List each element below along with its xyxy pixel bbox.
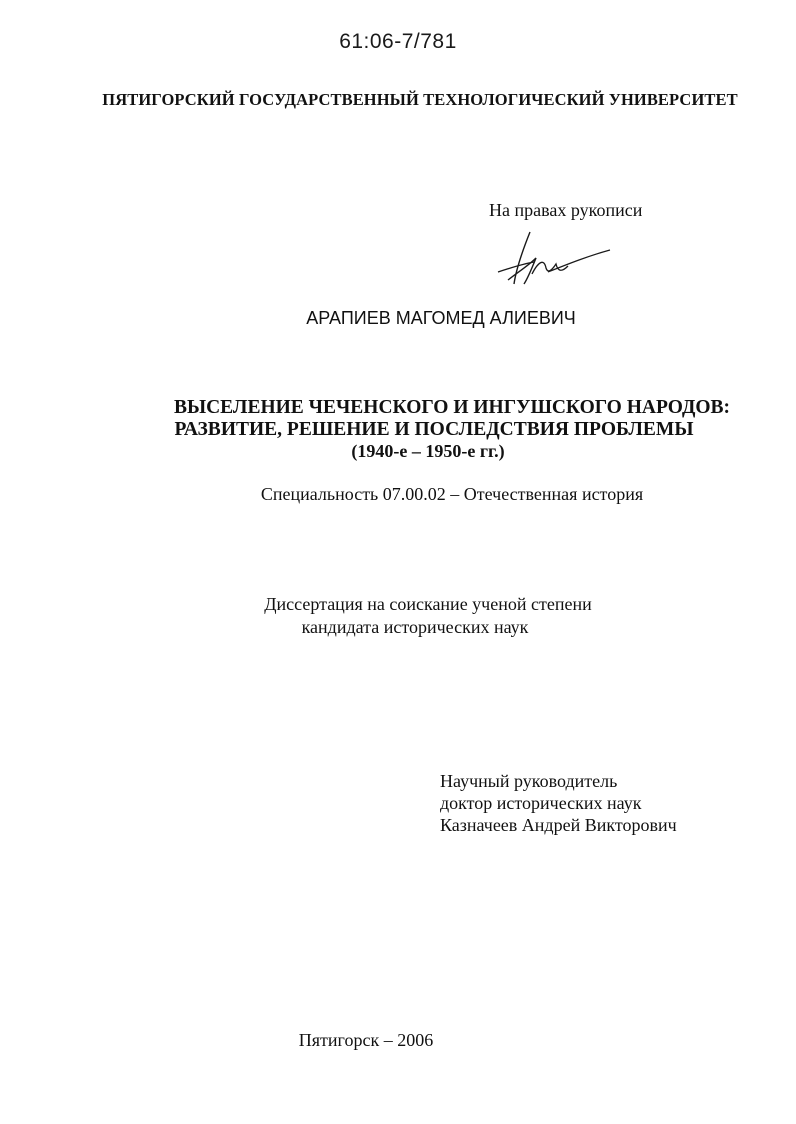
- degree-line-1: Диссертация на соискание ученой степени: [264, 594, 592, 614]
- university-name: ПЯТИГОРСКИЙ ГОСУДАРСТВЕННЫЙ ТЕХНОЛОГИЧЕСКИЙ УНИВЕРСИТЕТ: [102, 90, 738, 109]
- catalog-number: 61:06-7/781: [339, 30, 457, 53]
- rights-note: На правах рукописи: [489, 200, 643, 220]
- dissertation-title-line-2: РАЗВИТИЕ, РЕШЕНИЕ И ПОСЛЕДСТВИЯ ПРОБЛЕМЫ: [174, 419, 694, 440]
- signature-icon: [488, 222, 618, 292]
- supervisor-block: [440, 770, 677, 836]
- supervisor-name: Казначеев Андрей Викторович: [440, 815, 677, 835]
- speciality: Специальность 07.00.02 – Отечественная история: [260, 484, 644, 504]
- city-year: Пятигорск – 2006: [298, 1030, 434, 1050]
- author-name: АРАПИЕВ МАГОМЕД АЛИЕВИЧ: [306, 308, 576, 328]
- supervisor-role: Научный руководитель: [440, 771, 618, 791]
- dissertation-title-line-3: (1940-е – 1950-е гг.): [351, 441, 505, 461]
- supervisor-degree: доктор исторических наук: [440, 793, 642, 813]
- degree-line-2: кандидата исторических наук: [301, 617, 529, 637]
- dissertation-title-line-1: ВЫСЕЛЕНИЕ ЧЕЧЕНСКОГО И ИНГУШСКОГО НАРОДОВ:: [173, 397, 731, 418]
